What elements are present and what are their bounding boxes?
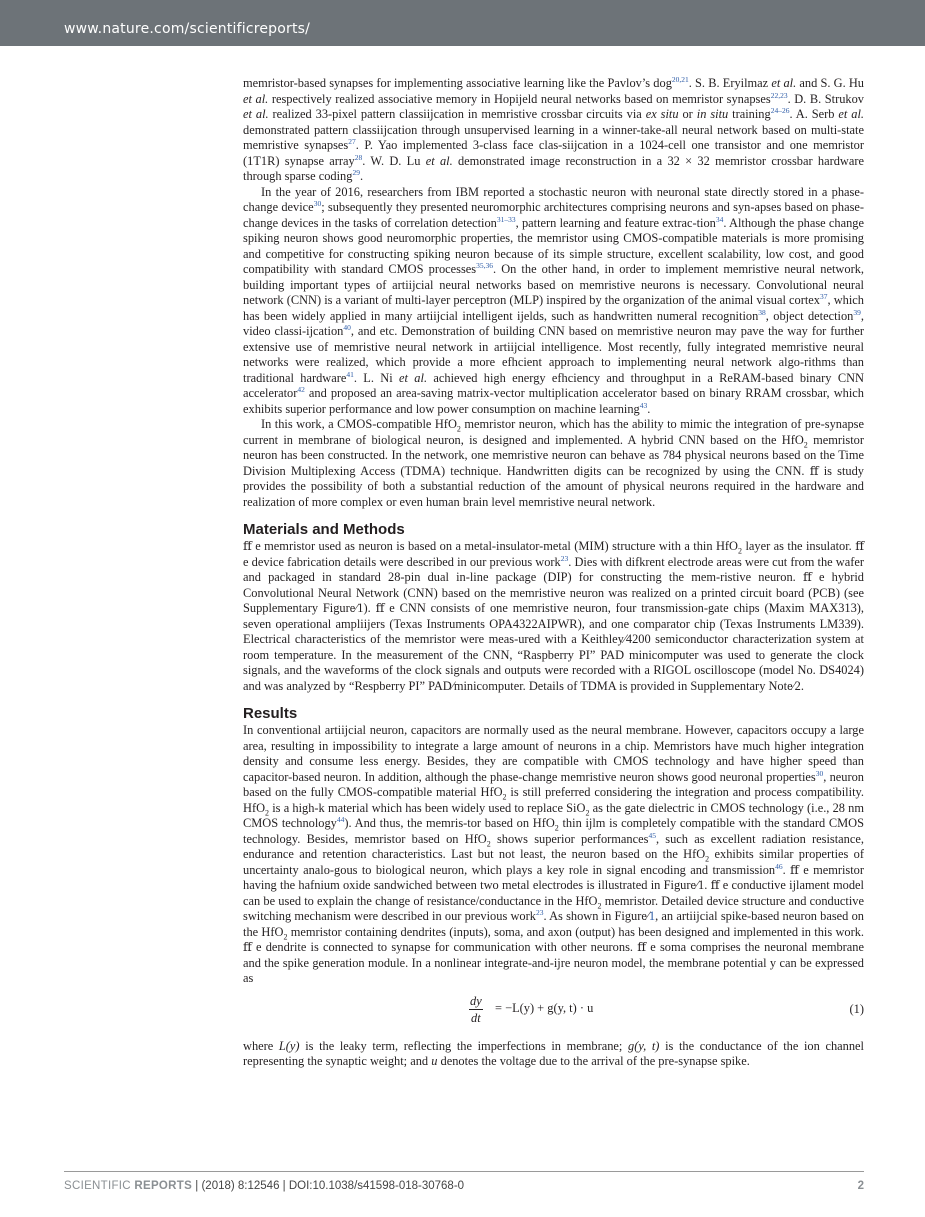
equation-fraction: $\frac{dy}{dt}$ <box>470 993 482 1025</box>
paragraph-equation-explanation: where L(y) is the leaky term, reflecting the imperfections in membrane; g(y, t) is the conductance of the ion channel representing the synaptic weight; and u denotes the voltage due to the arrival of the pre-synapse spike. <box>243 1038 864 1068</box>
site-url[interactable]: www.nature.com/scientificreports/ <box>64 21 311 37</box>
paragraph-associative-learning: memristor-based synapses for implementing associative learning like the Pavlov’s dog$^{20,21}$. S. B. Eryilmaz et al. and S. G. Hu et al. respectively realized associative memory in Hopijeld neural networks based on memristor synapses$^{22,23}$. D. B. Strukov et al. realized 33-pixel pattern classiijcation in memristive crossbar circuits via ex situ or in situ training$^{24-26}$. A. Serb et al. demonstrated pattern classiijcation through unsupervised learning in a winner-take-all neural network based on multi-state memristive synapses$^{27}$. P. Yao implemented 3-class face clas-siijcation in a 1024-cell one transistor and one memristor (1T1R) synapse array$^{28}$. W. D. Lu et al. demonstrated image reconstruction in a 32 × 32 memristor crossbar hardware through sparse coding$^{29}$. <box>243 74 864 183</box>
reference-link[interactable]: 23 <box>535 907 544 917</box>
top-banner <box>0 0 925 46</box>
reference-link[interactable]: 45 <box>648 830 656 840</box>
reference-link[interactable]: 34 <box>715 214 724 224</box>
figure-link[interactable]: 1 <box>648 909 656 923</box>
reference-link[interactable]: 46 <box>775 861 783 871</box>
reference-link[interactable]: 29 <box>352 167 360 177</box>
page-footer <box>64 1180 864 1192</box>
reference-link[interactable]: 37 <box>820 291 828 301</box>
footer-divider <box>64 1171 864 1172</box>
reference-link[interactable]: 40 <box>343 322 351 332</box>
equation-rhs: = −L(y) + g(y, t) · u <box>495 1000 594 1015</box>
paragraph-this-work: In this work, a CMOS-compatible HfO$_2$ memristor neuron, which has the ability to mimic the integration of pre-synapse current in membrane of biological neuron, is designed and implemented. A hybrid CNN based on the HfO$_2$ memristor neuron has been constructed. In the network, one memristive neuron can behave as 784 physical neurons based on the Time Division Multiplexing Access (TDMA) technique. Handwritten digits can be recognized by using the CNN. ﬀ is study provides the possibility of both a substantial reduction of the amount of physical neurons required in the hardware and realization of more complex or even human brain level memristive neural network. <box>243 417 865 509</box>
reference-link[interactable]: 28 <box>354 152 363 162</box>
journal-name: SCIENTIFIC REPORTS <box>64 1180 193 1192</box>
paragraph-methods: ﬀ e memristor used as neuron is based on a metal-insulator-metal (MIM) structure with a thin HfO$_2$ layer as the insulator. ﬀ e device fabrication details were described in our previous work$^{23}$. Dies with difkrent electrode areas were cut from the wafer and packaged in standard 28-pin dual in-line package (DIP) for constructing the mem-ristive neuron. ﬀ e hybrid Convolutional Neural Network (CNN) based on the memristive neuron was realized on a printed circuit board (PCB) (see Supplementary Figure⁄1). ﬀ e CNN consists of one memristive neuron, four transmission-gate chips (Maxim MAX313), seven operational ampliijers (Texas Instruments OPA4322AIPWR), and one comparator chip (Texas Instruments LM339). Electrical characteristics of the memristor were meas-ured with a Keithley⁄4200 semiconductor characterization system at room temperature. In the measurement of the CNN, “Raspberry PI” PAD minicomputer was used to generate the clock signals, and the waveforms of the clock signals and outputs were recorded with a RIGOL oscilloscope (model No. DS4024) and was analyzed by “Respberry PI” PAD⁄minicomputer. Details of TDMA is provided in Supplementary Note⁄2. <box>243 539 864 693</box>
reference-link[interactable]: 44 <box>336 814 345 824</box>
reference-link[interactable]: 22,23 <box>770 90 788 100</box>
reference-link[interactable]: 30 <box>815 768 824 778</box>
reference-link[interactable]: 23 <box>560 553 569 563</box>
reference-link[interactable]: 31–33 <box>496 214 516 224</box>
section-heading-results: Results <box>243 705 298 722</box>
equation-1 <box>243 993 864 1033</box>
reference-link[interactable]: 24–26 <box>770 105 790 115</box>
article-body <box>243 76 864 1070</box>
reference-link[interactable]: 20,21 <box>671 74 689 84</box>
reference-link[interactable]: 42 <box>297 384 305 394</box>
paragraph-ibm-neuron: In the year of 2016, researchers from IBM reported a stochastic neuron with neuronal state directly stored in a phase-change device$^{30}$; subsequently they presented neuromorphic architectures comprising neurons and syn-apses based on phase-change devices in the tasks of correlation detection$^{31-33}$, pattern learning and feature extrac-tion$^{34}$. Although the phase change spiking neuron shows good neuromorphic properties, the memristor using CMOS-compatible materials is more promising and competitive for constructing spiking neuron because of its simple structure, excellent scalability, low cost, and good compatibility with standard CMOS processes$^{35,36}$. On the other hand, in order to implement memristive neural network, building important types of artiijcial neural networks based on memristive neurons is necessary. Convolutional neural network (CNN) is a variant of multi-layer perceptron (MLP) inspired by the organization of the animal visual cortex$^{37}$, which has been widely applied in many artiijcial intelligent ijelds, such as handwritten numeral recognition$^{38}$, object detection$^{39}$, video classi-ijcation$^{40}$, and etc. Demonstration of building CNN based on memristive neuron may pave the way for further extensive use of memristive neural network in artiijcial intelligence. Most recently, fully integrated memristive neural networks were realized, which provide a more efhcient approach to implementing neural network algo-rithms than traditional hardware$^{41}$. L. Ni et al. achieved high energy efhciency and throughput in a ReRAM-based binary CNN accelerator$^{42}$ and proposed an area-saving matrix-vector multiplication accelerator based on binary RRAM crossbar, which exhibits superior performance and low power consumption on machine learning$^{43}$. <box>243 184 865 416</box>
reference-link[interactable]: 43 <box>639 400 648 410</box>
reference-link[interactable]: 30 <box>313 198 322 208</box>
reference-link[interactable]: 41 <box>346 369 354 379</box>
paragraph-results: In conventional artiijcial neuron, capacitors are normally used as the neural membrane. However, capacitors occupy a large area, resulting in impossibility to integrate a large amount of neurons in a chip. Memristors have much higher integration density and consume less energy. Besides, they are compatible with CMOS technology and have higher speed than capacitor-based neuron. In addition, although the phase-change memristive neuron shows good neuronal properties$^{30}$, neuron based on the fully CMOS-compatible material HfO$_2$ is still preferred considering the integration and process compatibility. HfO$_2$ is a high-k material which has been widely used to replace SiO$_2$ as the gate dielectric in CMOS technology (i.e., 28 nm CMOS technology$^{44}$). And thus, the memris-tor based on HfO$_2$ thin ijlm is completely compatible with the standard CMOS technology. Besides, memristor based on HfO$_2$ shows superior performances$^{45}$, such as excellent radiation resistance, endurance and retention characteristics. Last but not least, the neuron based on the HfO$_2$ exhibits similar properties of uncertainty analo-gous to biological neuron, which plays a key role in signal encoding and transmission$^{46}$. ﬀ e memristor having the hafnium oxide sandwiched between two metal electrodes is illustrated in Figure⁄1. ﬀ e conductive ijlament model can be used to explain the change of resistance/conductance in the HfO$_2$ memristor. Detailed device structure and conductive switching mechanism were described in our previous work$^{23}$. As shown in Figure⁄1, an artiijcial spike-based neuron based on the HfO$_2$ memristor containing dendrites (inputs), soma, and axon (output) has been designed and implemented in this work. ﬀ e dendrite is connected to synapse for communication with other neurons. ﬀ e soma comprises the neuronal membrane and the spike generation module. In a nonlinear integrate-and-ijre neuron model, the membrane potential y can be expressed as <box>243 723 865 985</box>
equation-number: (1) <box>849 1001 864 1016</box>
reference-link[interactable]: 27 <box>348 136 356 146</box>
section-heading-methods: Materials and Methods <box>243 521 405 538</box>
citation-doi: | (2018) 8:12546 | DOI:10.1038/s41598-018-30768-0 <box>192 1180 465 1192</box>
page-number: 2 <box>857 1180 864 1192</box>
reference-link[interactable]: 39 <box>853 307 861 317</box>
reference-link[interactable]: 38 <box>758 307 766 317</box>
reference-link[interactable]: 35,36 <box>476 260 493 270</box>
